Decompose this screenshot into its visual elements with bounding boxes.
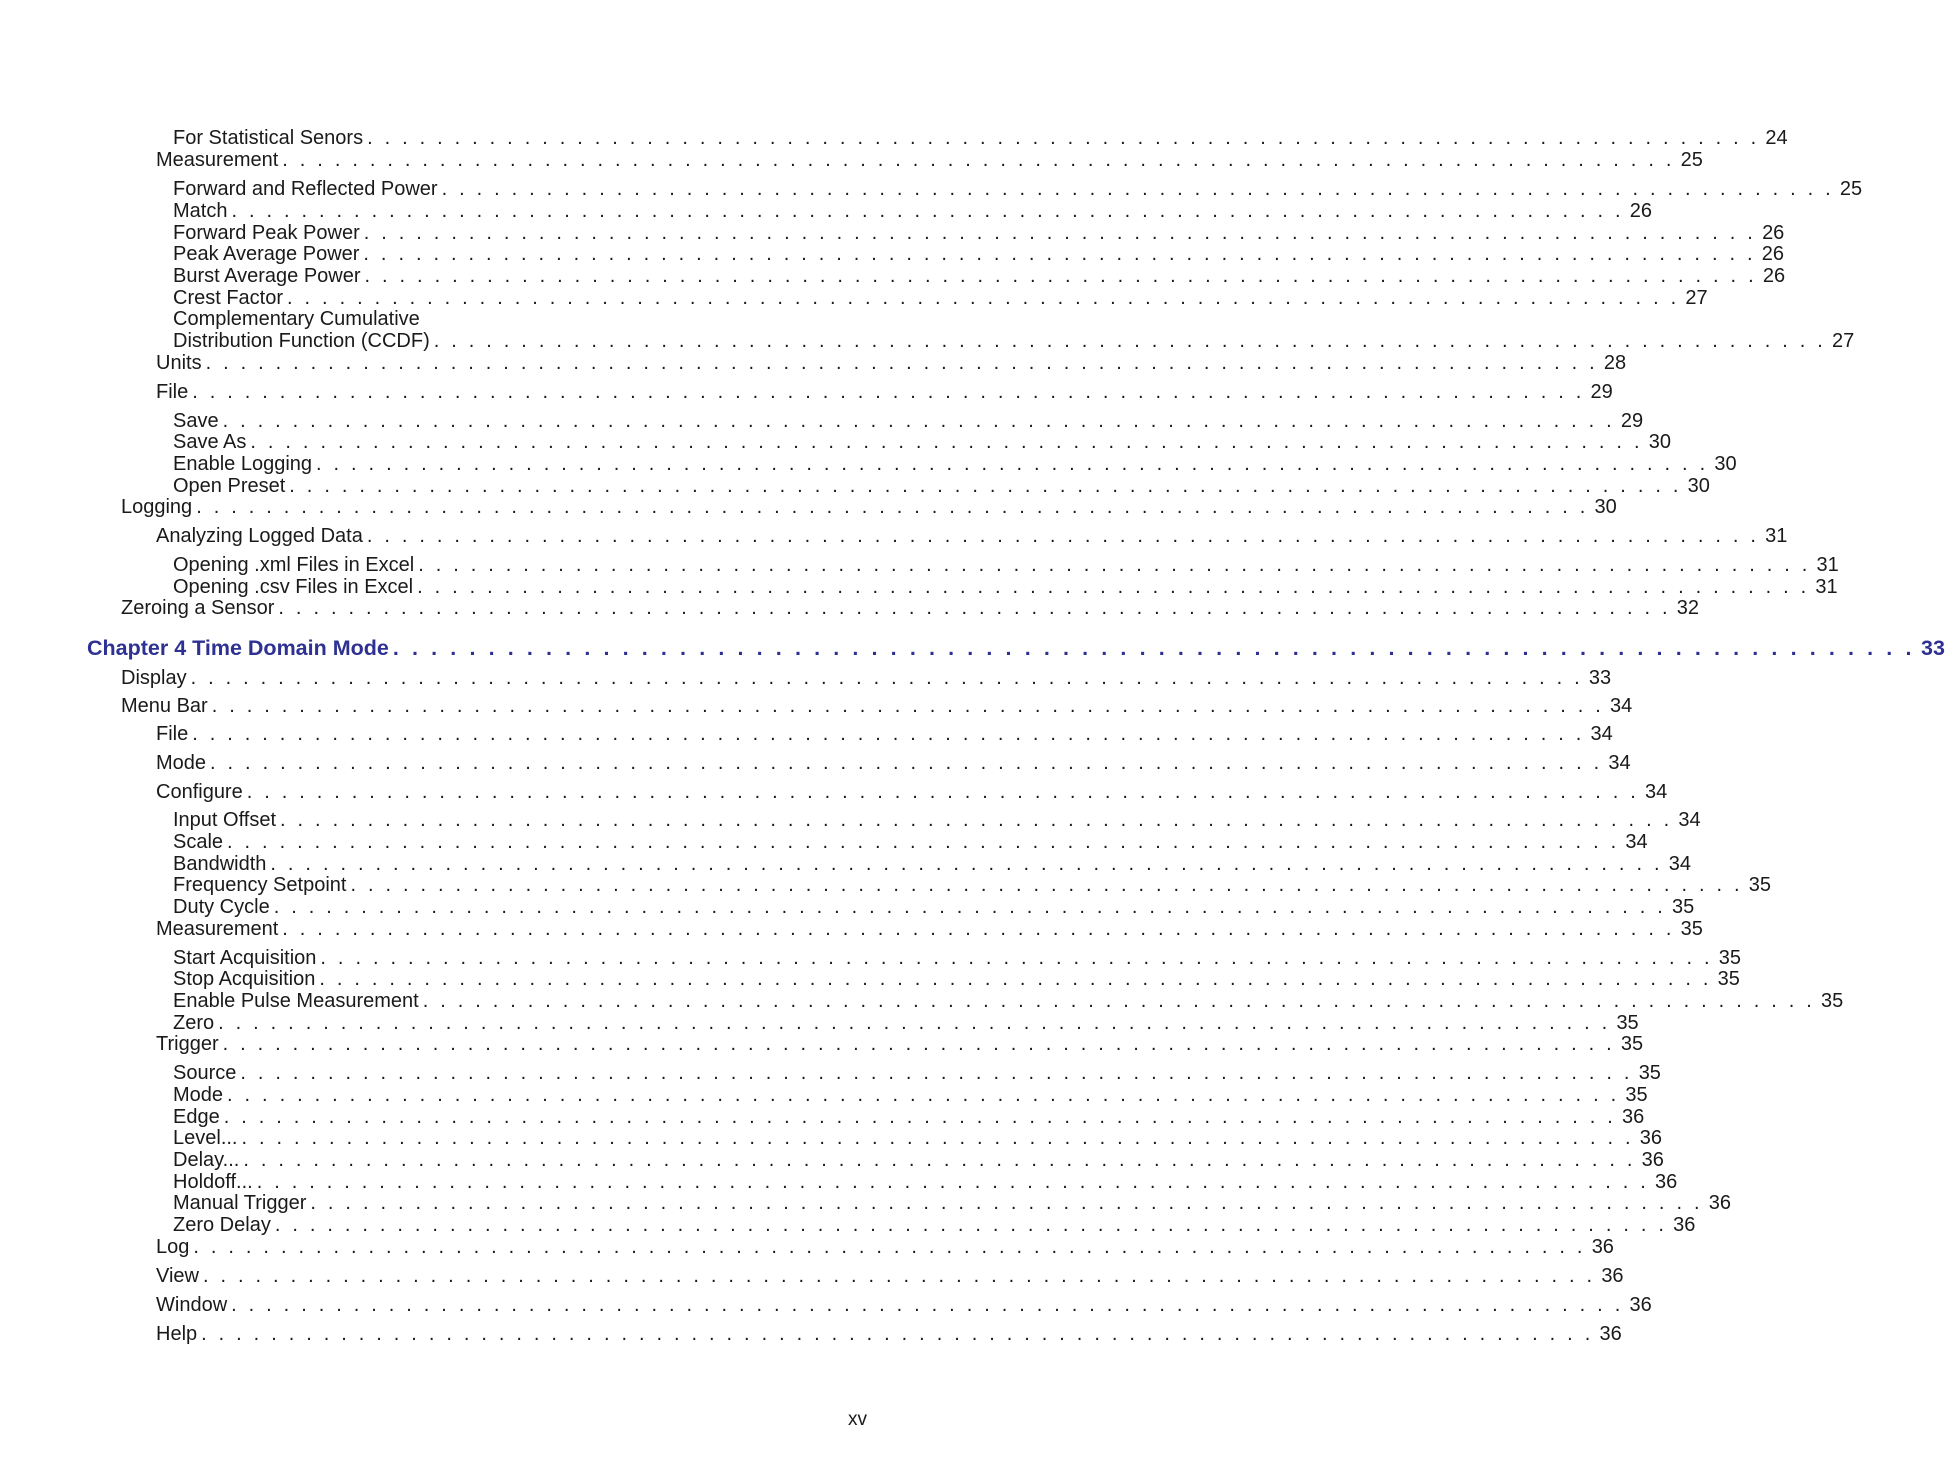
dot-leader: . . . . . . . . . . . . . . . . . . . . . . . . . . . . . . . . . . . . . . . . . . . . . . . . . . . . . . . . . . . . . . . . . . . . . . . . . . . . . . . . [364, 265, 1757, 287]
toc-entry[interactable] [121, 695, 1633, 717]
dot-leader: . . . . . . . . . . . . . . . . . . . . . . . . . . . . . . . . . . . . . . . . . . . . . . . . . . . . . . . . . . . . . . . . . . . . . . . . . . . . . . . . [363, 243, 1756, 265]
dot-leader: . . . . . . . . . . . . . . . . . . . . . . . . . . . . . . . . . . . . . . . . . . . . . . . . . . . . . . . . . . . . . . . . . . . . . . . . . . . . . . . . [211, 695, 1605, 717]
toc-entry-label: Peak Average Power [173, 243, 360, 265]
toc-entry[interactable] [173, 1171, 1678, 1193]
toc-entry[interactable] [173, 831, 1648, 853]
toc-entry-page-number: 30 [1687, 475, 1710, 497]
toc-entry[interactable] [173, 576, 1838, 598]
toc-entry[interactable] [173, 1084, 1648, 1106]
toc-entry-label: For Statistical Senors [173, 127, 364, 149]
toc-entry-label: View [156, 1265, 199, 1287]
toc-entry-label: Zero [173, 1012, 215, 1034]
toc-entry-label: Stop Acquisition [173, 968, 316, 990]
toc-entry-page-number: 36 [1591, 1236, 1614, 1258]
dot-leader: . . . . . . . . . . . . . . . . . . . . . . . . . . . . . . . . . . . . . . . . . . . . . . . . . . . . . . . . . . . . . . . . . . . . . . . . . . . . . . . . [367, 127, 1760, 149]
dot-leader: . . . . . . . . . . . . . . . . . . . . . . . . . . . . . . . . . . . . . . . . . . . . . . . . . . . . . . . . . . . . . . . . . . . . . . . . . . . . . . . . [433, 330, 1827, 352]
toc-entry-page-number: 33 [1921, 636, 1945, 660]
toc-entry[interactable] [173, 410, 1644, 432]
dot-leader: . . . . . . . . . . . . . . . . . . . . . . . . . . . . . . . . . . . . . . . . . . . . . . . . . . . . . . . . . . . . . . . . . . . . . . . . . . . . . . . . [218, 1012, 1611, 1034]
dot-leader: . . . . . . . . . . . . . . . . . . . . . . . . . . . . . . . . . . . . . . . . . . . . . . . . . . . . . . . . . . . . . . . . . . . . . . . . . . . . . . . . [282, 918, 1675, 940]
toc-entry-label: Forward Peak Power [173, 222, 360, 244]
toc-entry-label: Opening .xml Files in Excel [173, 554, 415, 576]
toc-entry-label: File [156, 723, 189, 745]
toc-entry-label: File [156, 381, 189, 403]
toc-entry-page-number: 26 [1761, 243, 1784, 265]
toc-entry-page-number: 34 [1608, 752, 1631, 774]
toc-entry-label: Distribution Function (CCDF) [173, 330, 430, 352]
toc-entry[interactable] [156, 918, 1703, 940]
toc-entry-label: Burst Average Power [173, 265, 361, 287]
toc-entry-page-number: 34 [1590, 723, 1613, 745]
toc-entry-page-number: 29 [1590, 381, 1613, 403]
toc-entry[interactable] [173, 1214, 1696, 1236]
dot-leader: . . . . . . . . . . . . . . . . . . . . . . . . . . . . . . . . . . . . . . . . . . . . . . . . . . . . . . . . . . . . . . . . . . . . . . . . . . . . . . . . [287, 287, 1680, 309]
dot-leader: . . . . . . . . . . . . . . . . . . . . . . . . . . . . . . . . . . . . . . . . . . . . . . . . . . . . . . . . . . . . . . . . . . . . . . . . . . . . . . . . [282, 149, 1675, 171]
toc-entry-page-number: 35 [1748, 874, 1771, 896]
toc-entry-label: Forward and Reflected Power [173, 178, 438, 200]
toc-entry-page-number: 31 [1816, 554, 1839, 576]
toc-entry-page-number: 29 [1620, 410, 1644, 432]
toc-entry[interactable] [121, 496, 1617, 518]
toc-entry-page-number: 36 [1639, 1127, 1663, 1149]
toc-entry-page-number: 35 [1616, 1012, 1639, 1034]
toc-entry[interactable] [156, 352, 1627, 374]
toc-entry-page-number: 25 [1680, 149, 1703, 171]
toc-entry-page-number: 30 [1594, 496, 1617, 518]
toc-chapter-heading[interactable] [87, 636, 1945, 660]
toc-entry-label: Save [173, 410, 219, 432]
toc-entry[interactable] [156, 1236, 1614, 1258]
dot-leader: . . . . . . . . . . . . . . . . . . . . . . . . . . . . . . . . . . . . . . . . . . . . . . . . . . . . . . . . . . . . . . . . . . . . . . . . . . . . . . . . [231, 1294, 1624, 1316]
toc-entry-page-number: 34 [1645, 781, 1668, 803]
dot-leader: . . . . . . . . . . . . . . . . . . . . . . . . . . . . . . . . . . . . . . . . . . . . . . . . . . . . . . . . . . . . . . . . . . . . . . . . . . . . . . . . [227, 1084, 1620, 1106]
toc-entry[interactable] [173, 330, 1855, 352]
dot-leader: . . . . . . . . . . . . . . . . . . . . . . . . . . . . . . . . . . . . . . . . . . . . . . . . . . . . . . . . . . . . . . . . . . . . . . . . . . . . . . . . [196, 496, 1589, 518]
toc-entry-page-number: 36 [1622, 1106, 1645, 1128]
toc-entry[interactable] [173, 475, 1710, 497]
toc-entry-label: Save As [173, 431, 247, 453]
toc-entry-label: Analyzing Logged Data [156, 525, 363, 547]
toc-entry-label: Measurement [156, 918, 279, 940]
toc-entry-label: Zero Delay [173, 1214, 271, 1236]
toc-entry-page-number: 30 [1714, 453, 1737, 475]
toc-entry-page-number: 27 [1832, 330, 1855, 352]
dot-leader: . . . . . . . . . . . . . . . . . . . . . . . . . . . . . . . . . . . . . . . . . . . . . . . . . . . . . . . . . . . . . . . . . . . . . . . . . . . . . . . . [289, 475, 1682, 497]
toc-entry-page-number: 35 [1821, 990, 1844, 1012]
toc-entry-page-number: 26 [1762, 265, 1786, 287]
dot-leader: . . . . . . . . . . . . . . . . . . . . . . . . . . . . . . . . . . . . . . . . . . . . . . . . . . . . . . . . . . . . . . . . . . . . . . . . . . . . . . . . [250, 431, 1643, 453]
toc-entry-label: Start Acquisition [173, 947, 317, 969]
toc-entry[interactable] [121, 597, 1699, 619]
dot-leader: . . . . . . . . . . . . . . . . . . . . . . . . . . . . . . . . . . . . . . . . . . . . . . . . . . . . . . . . . . . . . . . . . . . . . . . . . . . . . . . . [418, 554, 1811, 576]
toc-entry-label: Configure [156, 781, 243, 803]
toc-entry[interactable] [156, 1294, 1652, 1316]
toc-entry[interactable] [173, 178, 1863, 200]
toc-entry-page-number: 36 [1641, 1149, 1664, 1171]
toc-entry[interactable] [173, 453, 1737, 475]
toc-entry[interactable] [173, 200, 1653, 222]
toc-entry-page-number: 35 [1717, 968, 1740, 990]
dot-leader: . . . . . . . . . . . . . . . . . . . . . . . . . . . . . . . . . . . . . . . . . . . . . . . . . . . . . . . . . . . . . . . . . . . . . . . . . . . . . . . . [222, 1033, 1615, 1055]
toc-entry[interactable] [173, 947, 1741, 969]
toc-entry-label: Window [156, 1294, 228, 1316]
toc-entry-label: Frequency Setpoint [173, 874, 347, 896]
toc-entry-page-number: 31 [1815, 576, 1838, 598]
toc-entry-label: Edge [173, 1106, 220, 1128]
dot-leader: . . . . . . . . . . . . . . . . . . . . . . . . . . . . . . . . . . . . . . . . . . . . . . . . . . . . . . . . . . . . . . . . . . . . . . . . . . . . . . . . [203, 1265, 1596, 1287]
toc-entry[interactable] [156, 781, 1668, 803]
toc-entry-label: Match [173, 200, 228, 222]
toc-entry[interactable] [173, 431, 1671, 453]
toc-entry-page-number: 33 [1588, 667, 1612, 689]
toc-entry[interactable] [121, 667, 1612, 689]
toc-entry-page-number: 36 [1673, 1214, 1696, 1236]
toc-entry-label: Enable Logging [173, 453, 313, 475]
dot-leader: . . . . . . . . . . . . . . . . . . . . . . . . . . . . . . . . . . . . . . . . . . . . . . . . . . . . . . . . . . . . . . . . . . . . . . . . . . . . . . . . [231, 200, 1624, 222]
toc-entry[interactable] [156, 381, 1613, 403]
dot-leader: . . . . . . . . . . . . . . . . . . . . . . . . . . . . . . . . . . . . . . . . . . . . . . . . . . . . . . . . . . . . . . . . . . . . . . . . . . . . . . . . [192, 381, 1585, 403]
toc-entry-label: Bandwidth [173, 853, 267, 875]
page-number-footer: xv [848, 1409, 867, 1430]
dot-leader: . . . . . . . . . . . . . . . . . . . . . . . . . . . . . . . . . . . . . . . . . . . . . . . . . . . . . . . . . . . . . . . . . . . . . . . . . . . . . . . . [246, 781, 1640, 803]
toc-entry-page-number: 35 [1680, 918, 1703, 940]
dot-leader: . . . . . . . . . . . . . . . . . . . . . . . . . . . . . . . . . . . . . . . . . . . . . . . . . . . . . . . . . . . . . . . . . . . . . . . . . . . . . . . . [192, 723, 1585, 745]
dot-leader: . . . . . . . . . . . . . . . . . . . . . . . . . . . . . . . . . . . . . . . . . . . . . . . . . . . . . . . . . . . . . . . . . . . . . . . . . . . . . . . . [274, 1214, 1668, 1236]
toc-entry-page-number: 35 [1625, 1084, 1648, 1106]
dot-leader: . . . . . . . . . . . . . . . . . . . . . . . . . . . . . . . . . . . . . . . . . . . . . . . . . . . . . . . . . . . . . . . . . . . . . . . . . . . . . . . . [210, 752, 1603, 774]
dot-leader: . . . . . . . . . . . . . . . . . . . . . . . . . . . . . . . . . . . . . . . . . . . . . . . . . . . . . . . . . . . . . . . . . . . . . . . . . . . . . . . . [441, 178, 1834, 200]
toc-entry-page-number: 26 [1762, 222, 1785, 244]
toc-entry-page-number: 36 [1601, 1265, 1624, 1287]
dot-leader: . . . . . . . . . . . . . . . . . . . . . . . . . . . . . . . . . . . . . . . . . . . . . . . . . . . . . . . . . . . . . . . . . . . . . . . . . . . . . . . . [241, 1127, 1634, 1149]
toc-entry-page-number: 34 [1610, 695, 1633, 717]
toc-entry-page-number: 31 [1765, 525, 1788, 547]
toc-entry-label: Menu Bar [121, 695, 208, 717]
toc-entry[interactable] [173, 308, 867, 330]
dot-leader: . . . . . . . . . . . . . . . . . . . . . . . . . . . . . . . . . . . . . . . . . . . . . . . . . . . . . . . . . . . . . . . . . . . . . . . . . . . . . . . . [417, 576, 1810, 598]
dot-leader: . . . . . . . . . . . . . . . . . . . . . . . . . . . . . . . . . . . . . . . . . . . . . . . . . . . . . . . . . . . . . . . . . . . . . . . . . . . . . . . . [223, 1106, 1617, 1128]
toc-entry[interactable] [156, 1265, 1624, 1287]
dot-leader: . . . . . . . . . . . . . . . . . . . . . . . . . . . . . . . . . . . . . . . . . . . . . . . . . . . . . . . . . . . . . . . . . . . . . . . . . . . . . . . . [310, 1192, 1703, 1214]
dot-leader: . . . . . . . . . . . . . . . . . . . . . . . . . . . . . . . . . . . . . . . . . . . . . . . . . . . . . . . . . . . . . . . . . . . . . . . . . . . . . . . . [319, 968, 1712, 990]
toc-entry[interactable] [156, 1323, 1622, 1345]
toc-entry-label: Manual Trigger [173, 1192, 307, 1214]
toc-entry[interactable] [173, 896, 1695, 918]
toc-entry[interactable] [173, 127, 1788, 149]
toc-entry-label: Open Preset [173, 475, 286, 497]
toc-entry-label: Chapter 4 Time Domain Mode [87, 636, 389, 660]
toc-entry-page-number: 35 [1718, 947, 1741, 969]
toc-entry-label: Display [121, 667, 187, 689]
toc-entry[interactable] [173, 968, 1740, 990]
toc-entry[interactable] [156, 752, 1631, 774]
toc-entry[interactable] [173, 1127, 1663, 1149]
toc-entry-page-number: 32 [1676, 597, 1699, 619]
toc-entry-label: Log [156, 1236, 190, 1258]
dot-leader: . . . . . . . . . . . . . . . . . . . . . . . . . . . . . . . . . . . . . . . . . . . . . . . . . . . . . . . . . . . . . . . . . . . . . . . . . . . . . . . . [243, 1149, 1636, 1171]
dot-leader: . . . . . . . . . . . . . . . . . . . . . . . . . . . . . . . . . . . . . . . . . . . . . . . . . . . . . . . . . . . . . . . . . . . . . . . . . . . . . . . . [270, 853, 1663, 875]
toc-entry[interactable] [173, 1062, 1661, 1084]
dot-leader: . . . . . . . . . . . . . . . . . . . . . . . . . . . . . . . . . . . . . . . . . . . . . . . . . . . . . . . . . . . . . . . . . . . . . . . . . . . . . . . . [320, 947, 1713, 969]
toc-entry-label: Scale [173, 831, 224, 853]
toc-entry[interactable] [173, 222, 1785, 244]
toc-entry-label: Enable Pulse Measurement [173, 990, 419, 1012]
toc-entry[interactable] [173, 554, 1839, 576]
toc-entry-page-number: 34 [1668, 853, 1691, 875]
toc-entry[interactable] [173, 990, 1844, 1012]
dot-leader: . . . . . . . . . . . . . . . . . . . . . . . . . . . . . . . . . . . . . . . . . . . . . . . . . . . . . . . . . . . . . . . . . . . . . . . . . . . . . . . . [256, 1171, 1649, 1193]
toc-entry-label: Mode [156, 752, 207, 774]
toc-entry-page-number: 34 [1678, 809, 1701, 831]
toc-entry[interactable] [173, 287, 1708, 309]
toc-entry-label: Trigger [156, 1033, 219, 1055]
dot-leader: . . . . . . . . . . . . . . . . . . . . . . . . . . . . . . . . . . . . . . . . . . . . . . . . . . . . . . . . . . . . . . . . . . . . . . . . . . . . . . . . [366, 525, 1760, 547]
dot-leader: . . . . . . . . . . . . . . . . . . . . . . . . . . . . . . . . . . . . . . . . . . . . . . . . . . . . . . . . . . . . . . . . . . . . . . . . . . . . . . . . [350, 874, 1743, 896]
toc-entry-label: Logging [121, 496, 193, 518]
toc-entry-label: Mode [173, 1084, 224, 1106]
dot-leader: . . . . . . . . . . . . . . . . . . . . . . . . . . . . . . . . . . . . . . . . . . . . . . . . . . . . . . . . . . . . . . . . . . . . . . . . . . . . . . . . [363, 222, 1757, 244]
dot-leader: . . . . . . . . . . . . . . . . . . . . . . . . . . . . . . . . . . . . . . . . . . . . . . . . . . . . . . . . . . . . . . . . . . . . . . . . . . . . . . . . [227, 831, 1620, 853]
dot-leader: . . . . . . . . . . . . . . . . . . . . . . . . . . . . . . . . . . . . . . . . . . . . . . . . . . . . . . . . . . . . . . . . . . . . . . . . . . . . . . . . [273, 896, 1667, 918]
toc-entry[interactable] [156, 723, 1613, 745]
toc-entry-page-number: 27 [1685, 287, 1708, 309]
toc-entry-label: Complementary Cumulative [173, 308, 420, 330]
toc-entry[interactable] [173, 874, 1771, 896]
dot-leader: . . . . . . . . . . . . . . . . . . . . . . . . . . . . . . . . . . . . . . . . . . . . . . . . . . . . . . . . . . . . . . . . . . . . . . . . . . . . . . . . [190, 667, 1583, 689]
toc-entry-label: Opening .csv Files in Excel [173, 576, 414, 598]
toc-entry-label: Input Offset [173, 809, 277, 831]
toc-entry[interactable] [156, 1033, 1644, 1055]
dot-leader: . . . . . . . . . . . . . . . . . . . . . . . . . . . . . . . . . . . . . . . . . . . . . . . . . . . . . . . . . . . . . . . . . . . . . . . . . . . . . . . . [280, 809, 1673, 831]
dot-leader: . . . . . . . . . . . . . . . . . . . . . . . . . . . . . . . . . . . . . . . . . . . . . . . . . . . . . . . . . . . . . . . . . . . . . . . . . . . . . . . . [316, 453, 1709, 475]
toc-entry-page-number: 36 [1655, 1171, 1678, 1193]
toc-entry[interactable] [156, 149, 1703, 171]
toc-entry-label: Source [173, 1062, 237, 1084]
toc-entry[interactable] [173, 243, 1784, 265]
toc-entry-page-number: 35 [1638, 1062, 1661, 1084]
toc-entry-label: Help [156, 1323, 198, 1345]
toc-entry[interactable] [156, 525, 1788, 547]
toc-entry-label: Delay... [173, 1149, 240, 1171]
toc-entry-label: Crest Factor [173, 287, 284, 309]
toc-entry[interactable] [173, 1106, 1645, 1128]
toc-entry-label: Duty Cycle [173, 896, 270, 918]
dot-leader: . . . . . . . . . . . . . . . . . . . . . . . . . . . . . . . . . . . . . . . . . . . . . . . . . . . . . . . . . . . . . . . . . . . . . . . . . . . . . . . . [205, 352, 1598, 374]
toc-entry-page-number: 30 [1648, 431, 1671, 453]
toc-entry-label: Zeroing a Sensor [121, 597, 275, 619]
toc-entry[interactable] [173, 265, 1786, 287]
dot-leader: . . . . . . . . . . . . . . . . . . . . . . . . . . . . . . . . . . . . . . . . . . . . . . . . . . . . . . . . . . . . . . . . . . . . . . . . . . . . . . . . [222, 410, 1615, 432]
dot-leader: . . . . . . . . . . . . . . . . . . . . . . . . . . . . . . . . . . . . . . . . . . . . . . . . . . . . . . . . . . . . . . . . . . . . . . . . . . . . . . . . [193, 1236, 1586, 1258]
toc-entry-page-number: 28 [1603, 352, 1627, 374]
toc-entry[interactable] [173, 1012, 1639, 1034]
dot-leader: . . . . . . . . . . . . . . . . . . . . . . . . . . . . . . . . . . . . . . . . . . . . . . . . . . . . . . . . . . . . . . . . . . . . . . . . . . . . . . . . [392, 636, 1916, 660]
dot-leader: . . . . . . . . . . . . . . . . . . . . . . . . . . . . . . . . . . . . . . . . . . . . . . . . . . . . . . . . . . . . . . . . . . . . . . . . . . . . . . . . [201, 1323, 1594, 1345]
toc-entry-page-number: 24 [1765, 127, 1788, 149]
toc-entry-page-number: 36 [1708, 1192, 1731, 1214]
toc-entry[interactable] [173, 809, 1701, 831]
toc-entry-label: Measurement [156, 149, 279, 171]
dot-leader: . . . . . . . . . . . . . . . . . . . . . . . . . . . . . . . . . . . . . . . . . . . . . . . . . . . . . . . . . . . . . . . . . . . . . . . . . . . . . . . . [422, 990, 1816, 1012]
toc-entry-page-number: 36 [1599, 1323, 1622, 1345]
toc-entry-label: Level... [173, 1127, 238, 1149]
toc-entry[interactable] [173, 1192, 1731, 1214]
toc-entry-page-number: 34 [1625, 831, 1648, 853]
toc-entry[interactable] [173, 1149, 1664, 1171]
toc-entry-page-number: 36 [1629, 1294, 1652, 1316]
toc-entry-label: Holdoff... [173, 1171, 253, 1193]
toc-entry-page-number: 35 [1620, 1033, 1644, 1055]
dot-leader: . . . . . . . . . . . . . . . . . . . . . . . . . . . . . . . . . . . . . . . . . . . . . . . . . . . . . . . . . . . . . . . . . . . . . . . . . . . . . . . . [240, 1062, 1633, 1084]
toc-entry-page-number: 25 [1839, 178, 1863, 200]
toc-entry-page-number: 35 [1672, 896, 1695, 918]
dot-leader: . . . . . . . . . . . . . . . . . . . . . . . . . . . . . . . . . . . . . . . . . . . . . . . . . . . . . . . . . . . . . . . . . . . . . . . . . . . . . . . . [278, 597, 1671, 619]
toc-entry-label: Units [156, 352, 202, 374]
toc-entry-page-number: 26 [1629, 200, 1653, 222]
toc-entry[interactable] [173, 853, 1691, 875]
